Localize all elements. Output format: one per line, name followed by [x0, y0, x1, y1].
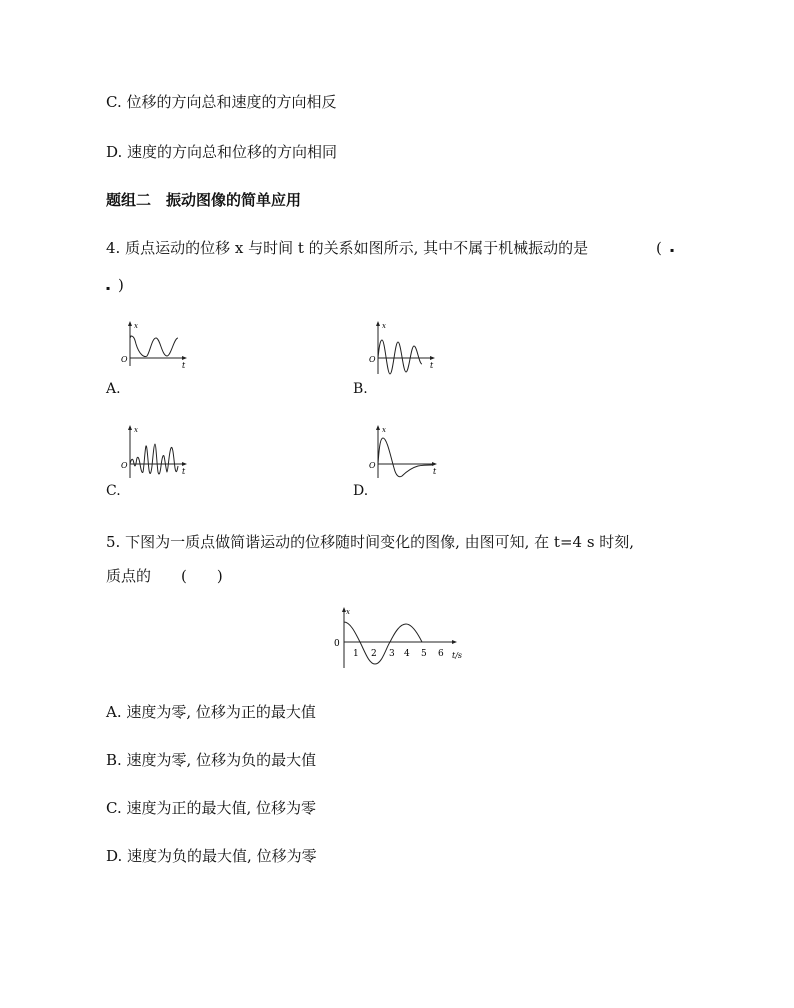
t-axis-arrow [452, 640, 457, 644]
q5-stem-line1: 5. 下图为一质点做简谐运动的位移随时间变化的图像, 由图可知, 在 t=4 s 时刻, [106, 533, 635, 551]
q4-graph-a [118, 318, 193, 376]
origin-label: O [121, 355, 128, 364]
q4-mark-1: ▪ [670, 247, 675, 254]
curve [378, 438, 432, 477]
tick-3: 3 [389, 649, 395, 659]
origin-label: O [121, 461, 128, 470]
q5-option-d: D. 速度为负的最大值, 位移为零 [106, 847, 317, 865]
q4-label-a: A. [106, 381, 121, 397]
y-axis-arrow [128, 321, 132, 326]
axis-t-label: t [430, 361, 434, 370]
axis-t-label: t [182, 467, 186, 476]
q4-stem: 4. 质点运动的位移 x 与时间 t 的关系如图所示, 其中不属于机械振动的是 [106, 239, 589, 257]
q4-graph-b [366, 318, 441, 380]
q3-option-d: D. 速度的方向总和位移的方向相同 [106, 143, 338, 161]
tick-5: 5 [421, 649, 427, 659]
q5-stem-line2: 质点的 ( ) [106, 567, 223, 585]
origin-label: 0 [334, 639, 340, 649]
origin-label: O [369, 355, 376, 364]
section-heading: 题组二 振动图像的简单应用 [106, 191, 302, 209]
t-axis-arrow [430, 356, 435, 360]
axis-x-label: x [134, 426, 138, 434]
t-axis-arrow [182, 462, 187, 466]
q4-label-b: B. [353, 381, 368, 397]
q5-option-a: A. 速度为零, 位移为正的最大值 [106, 703, 316, 721]
tick-1: 1 [353, 649, 359, 659]
tick-2: 2 [371, 649, 377, 659]
axis-x-label: x [346, 608, 350, 616]
axis-t-label: t [182, 361, 186, 370]
y-axis-arrow [376, 425, 380, 430]
q3-option-c: C. 位移的方向总和速度的方向相反 [106, 93, 337, 111]
axis-t-label: t/s [452, 651, 463, 660]
q4-graph-c [118, 422, 193, 484]
axis-x-label: x [382, 322, 386, 330]
t-axis-arrow [182, 356, 187, 360]
axis-x-label: x [134, 322, 138, 330]
y-axis-arrow [376, 321, 380, 326]
curve [378, 340, 422, 374]
q4-label-c: C. [106, 483, 121, 499]
curve [130, 444, 178, 474]
q5-option-c: C. 速度为正的最大值, 位移为零 [106, 799, 317, 817]
t-axis-arrow [432, 462, 437, 466]
q4-label-d: D. [353, 483, 369, 499]
q4-paren-close: ) [118, 276, 124, 294]
tick-6: 6 [438, 649, 444, 659]
curve [130, 336, 178, 357]
axis-x-label: x [382, 426, 386, 434]
q4-graph-d [366, 422, 446, 484]
q4-mark-2: ▪ [106, 285, 111, 292]
origin-label: O [369, 461, 376, 470]
q5-graph [330, 606, 465, 670]
y-axis-arrow [128, 425, 132, 430]
q4-paren-open: ( [656, 239, 662, 257]
tick-4: 4 [404, 649, 410, 659]
axis-t-label: t [433, 467, 437, 476]
q5-option-b: B. 速度为零, 位移为负的最大值 [106, 751, 317, 769]
